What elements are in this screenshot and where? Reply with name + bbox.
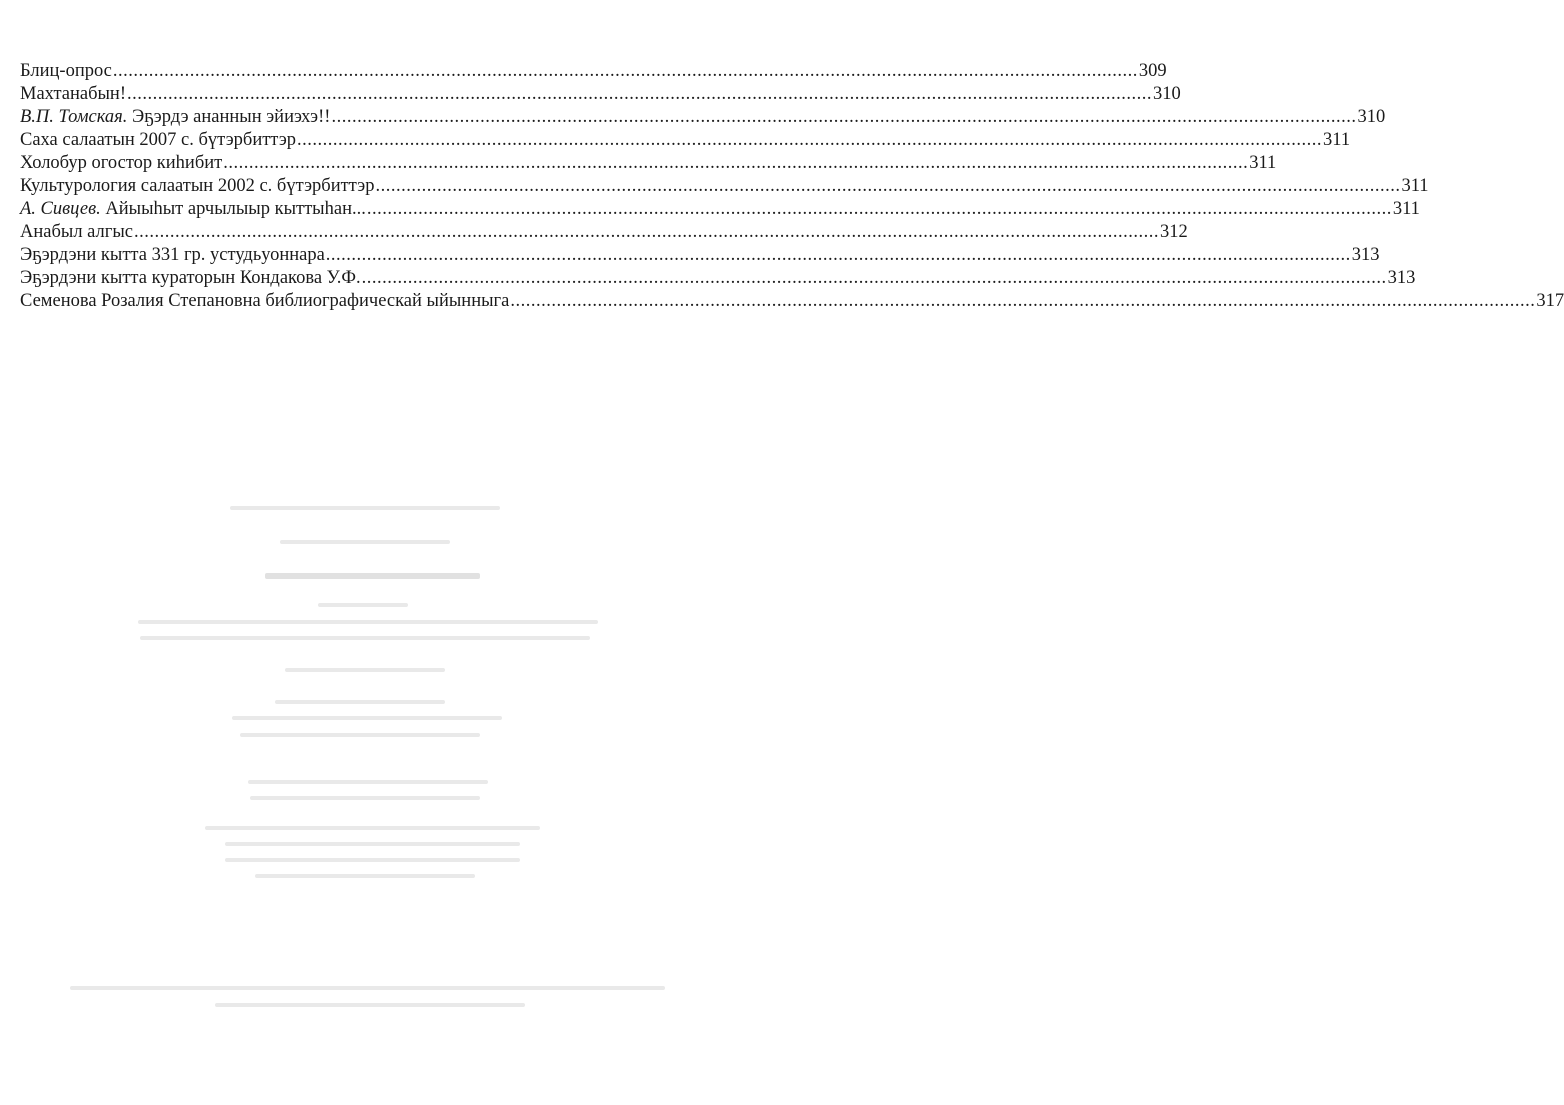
toc-entry: [20, 83, 1181, 106]
toc-entry: [20, 221, 1188, 244]
toc-entry-title: [20, 221, 133, 244]
toc-entry: [20, 106, 1386, 129]
toc-entry: [20, 198, 1420, 221]
toc-dot-leaders: [375, 175, 1400, 198]
toc-page-number: 309: [1138, 61, 1167, 81]
toc-dot-leaders: [326, 244, 1351, 267]
show-through-line: [225, 842, 520, 846]
toc-entry-title: [20, 83, 126, 106]
show-through-line: [240, 733, 480, 737]
toc-entry-title: [20, 267, 361, 290]
toc-entry: [20, 60, 1167, 83]
toc-dot-leaders: [113, 60, 1138, 83]
toc-dot-leaders: [367, 198, 1392, 221]
toc-page-number: 311: [1249, 153, 1277, 173]
show-through-line: [250, 796, 480, 800]
toc-page-number: 313: [1351, 245, 1380, 265]
toc-dot-leaders: [223, 152, 1248, 175]
toc-entry-text: Саха салаатын 2007 с. бүтэрбиттэр: [20, 130, 297, 150]
toc-entry-text: Анабыл алгыс: [20, 222, 134, 242]
toc-entry: [20, 290, 1564, 313]
toc-entry-text: Айыыһыт арчылыыр кыттыһан...: [100, 199, 366, 219]
toc-entry-title: [20, 175, 374, 198]
toc-dot-leaders: [362, 267, 1387, 290]
toc-dot-leaders: [127, 83, 1152, 106]
toc-entry-text: Махтанабын!: [20, 84, 126, 104]
toc-entry-title: [20, 198, 366, 221]
toc-dot-leaders: [510, 290, 1535, 313]
toc-entry-text: Эҕэрдэни кытта кураторын Кондакова У.Ф.: [20, 268, 361, 288]
show-through-line: [318, 603, 408, 607]
toc-dot-leaders: [331, 106, 1356, 129]
show-through-line: [140, 636, 590, 640]
toc-entry-title: [20, 152, 222, 175]
toc-entry: [20, 244, 1380, 267]
toc-entry-title: [20, 129, 296, 152]
toc-entry-text: Блиц-опрос: [20, 61, 112, 81]
toc-dot-leaders: [297, 129, 1322, 152]
show-through-line: [248, 780, 488, 784]
show-through-line: [230, 506, 500, 510]
show-through-line: [275, 700, 445, 704]
toc-entry-text: Семенова Розалия Степановна библиографическай ыйынныга: [20, 291, 510, 311]
toc-entry: [20, 129, 1351, 152]
toc-entry-author: В.П. Томская.: [20, 107, 128, 127]
toc-entry-text: Эҕэрдэни кытта 331 гр. устудьуоннара: [20, 245, 325, 265]
show-through-line: [285, 668, 445, 672]
show-through-line: [70, 986, 665, 990]
toc-entry-text: Холобур огостор киһибит: [20, 153, 223, 173]
show-through-line: [138, 620, 598, 624]
toc-entry-title: [20, 290, 509, 313]
toc-entry-text: Эҕэрдэ ананнын эйиэхэ!!: [127, 107, 331, 127]
show-through-colophon: [0, 500, 740, 1060]
toc-page-number: 310: [1153, 84, 1181, 104]
toc-entry: [20, 267, 1416, 290]
toc-page-number: 310: [1357, 107, 1386, 127]
toc-dot-leaders: [134, 221, 1159, 244]
toc-entry-title: [20, 244, 325, 267]
toc-entry-title: [20, 60, 112, 83]
toc-entry-author: А. Сивцев.: [20, 199, 101, 219]
toc-page-number: 311: [1323, 130, 1351, 150]
toc-entry: [20, 175, 1429, 198]
toc-entry-title: [20, 106, 330, 129]
show-through-line: [255, 874, 475, 878]
toc-page-number: 313: [1387, 268, 1416, 288]
toc-page-number: 311: [1392, 199, 1420, 219]
toc-page-number: 312: [1160, 222, 1188, 242]
show-through-line: [280, 540, 450, 544]
toc-entry: [20, 152, 1277, 175]
table-of-contents: [20, 60, 1564, 313]
show-through-line: [215, 1003, 525, 1007]
show-through-line: [265, 573, 480, 579]
toc-page-number: 311: [1401, 176, 1429, 196]
toc-page-number: 317: [1536, 291, 1564, 311]
toc-entry-text: Культурология салаатын 2002 с. бүтэрбиттэр: [20, 176, 375, 196]
show-through-line: [225, 858, 520, 862]
show-through-line: [205, 826, 540, 830]
show-through-line: [232, 716, 502, 720]
